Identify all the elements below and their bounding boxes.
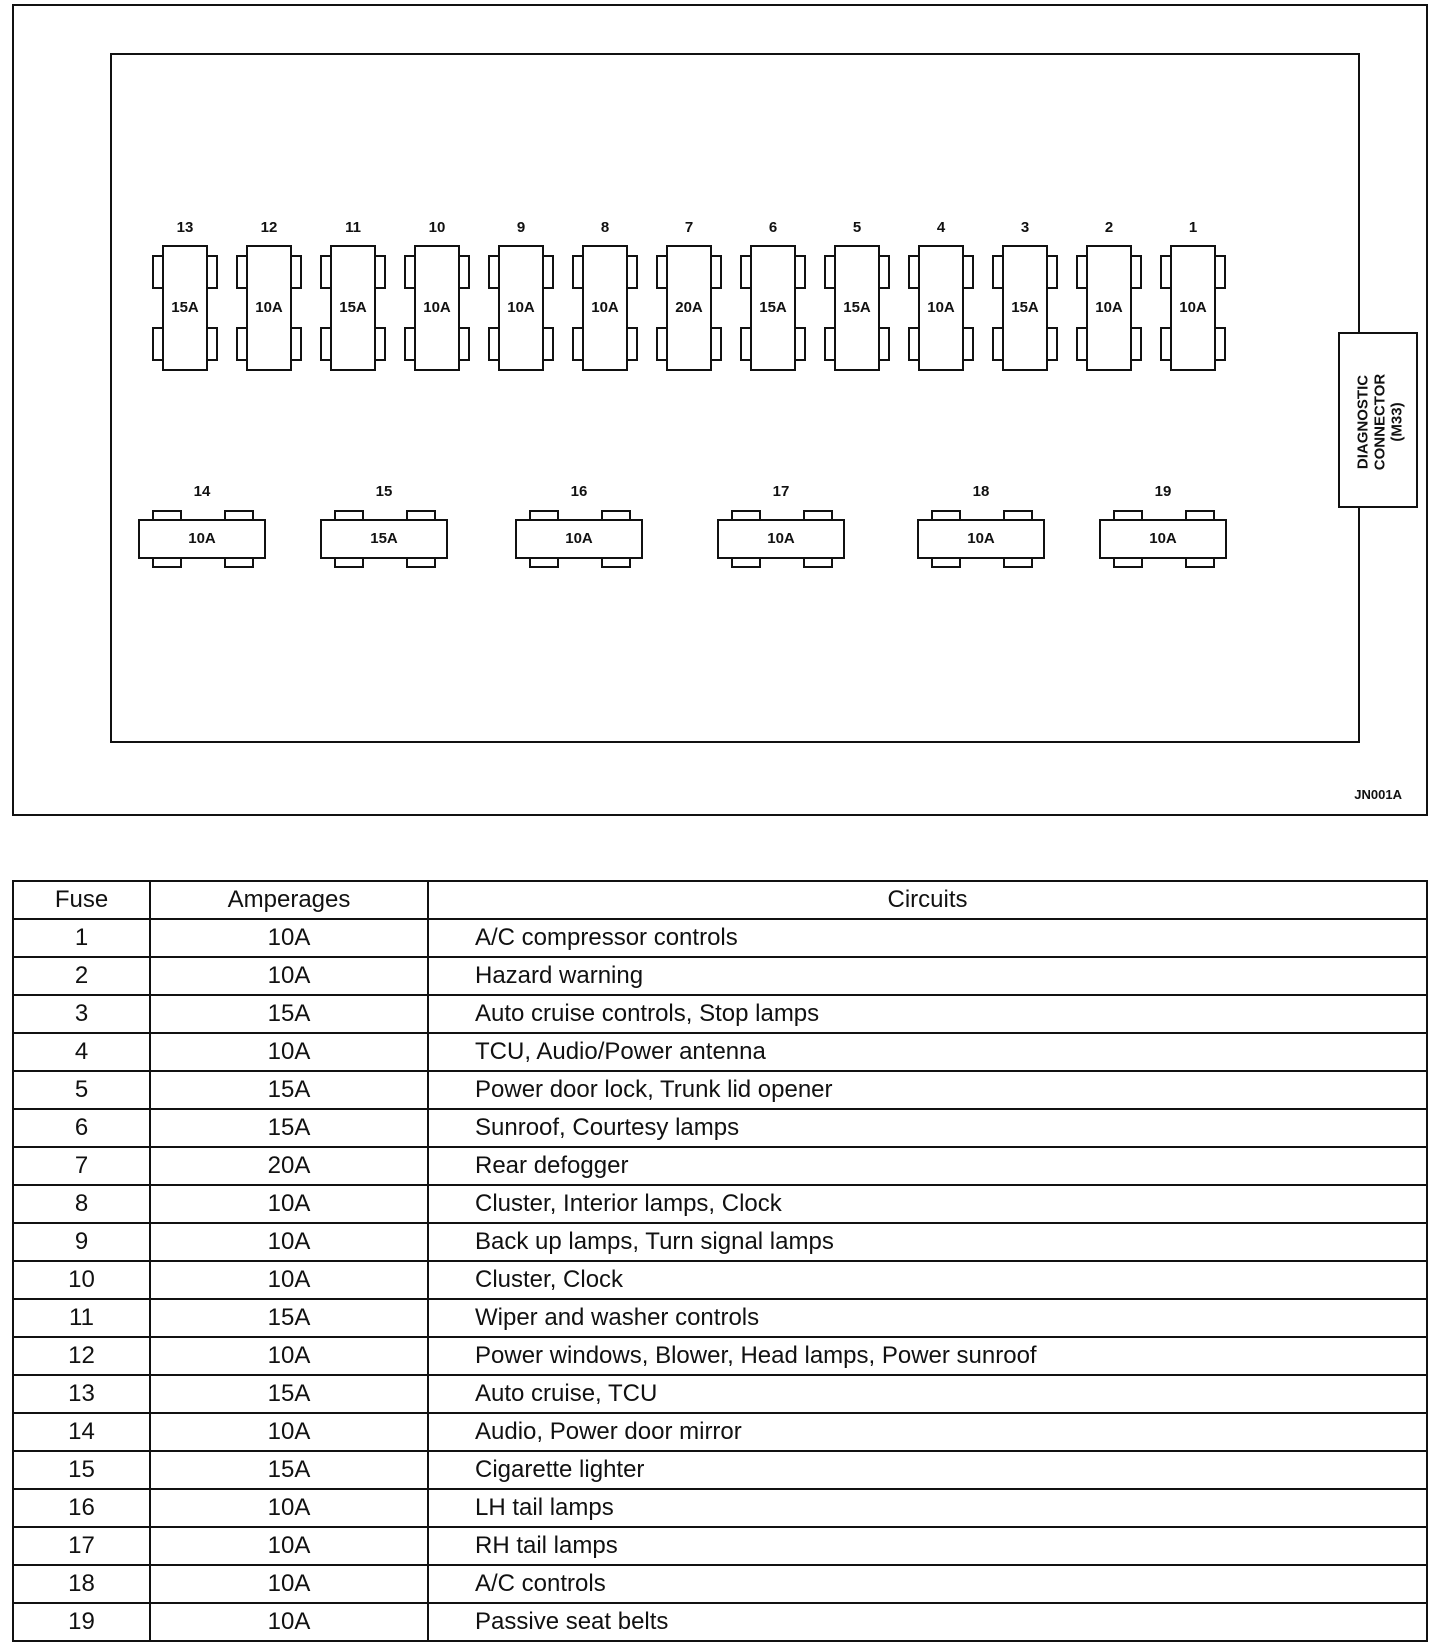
amperage-cell: 10A: [150, 1033, 428, 1071]
circuit-cell: Auto cruise controls, Stop lamps: [428, 995, 1427, 1033]
amperage-cell: 15A: [150, 1109, 428, 1147]
fuse-amp-label: 10A: [1095, 299, 1123, 316]
circuit-cell: Cigarette lighter: [428, 1451, 1427, 1489]
fuse-4: [908, 245, 974, 371]
fuse-amp-label: 15A: [171, 299, 199, 316]
header-circuits: Circuits: [428, 881, 1427, 919]
fuse-amp-label: 10A: [255, 299, 283, 316]
fuse-number-label: 3: [1020, 219, 1030, 236]
fuse-amp-label: 15A: [759, 299, 787, 316]
table-row: [13, 1375, 1427, 1413]
fuse-amp-label: 10A: [507, 299, 535, 316]
fuse-18: [917, 510, 1045, 568]
fuse-number-label: 5: [852, 219, 862, 236]
fuse-11: [320, 245, 386, 371]
fuse-16: [515, 510, 643, 568]
amperage-cell: 15A: [150, 1299, 428, 1337]
table-header-row: [13, 881, 1427, 919]
fuse-number-cell: 14: [13, 1413, 150, 1451]
amperage-cell: 10A: [150, 1489, 428, 1527]
amperage-cell: 10A: [150, 1185, 428, 1223]
fuse-amp-label: 10A: [591, 299, 619, 316]
fuse-amp-label: 10A: [927, 299, 955, 316]
table-row: [13, 919, 1427, 957]
fuse-number-cell: 18: [13, 1565, 150, 1603]
circuit-cell: Cluster, Clock: [428, 1261, 1427, 1299]
amperage-cell: 15A: [150, 995, 428, 1033]
fuse-3: [992, 245, 1058, 371]
diagnostic-connector-label: [1355, 332, 1406, 512]
amperage-cell: 15A: [150, 1375, 428, 1413]
fuse-number-cell: 15: [13, 1451, 150, 1489]
table-row: [13, 1413, 1427, 1451]
fuse-6: [740, 245, 806, 371]
amperage-cell: 10A: [150, 919, 428, 957]
circuit-cell: LH tail lamps: [428, 1489, 1427, 1527]
fuse-amp-label: 10A: [565, 530, 593, 547]
table-row: [13, 1527, 1427, 1565]
table-row: [13, 1261, 1427, 1299]
fuse-box-outline: [110, 53, 1406, 743]
table-row: [13, 1451, 1427, 1489]
table-row: [13, 1299, 1427, 1337]
fuse-number-label: 16: [570, 483, 588, 500]
fuse-number-label: 10: [428, 219, 446, 236]
circuit-cell: RH tail lamps: [428, 1527, 1427, 1565]
fuse-2: [1076, 245, 1142, 371]
amperage-cell: 10A: [150, 1565, 428, 1603]
amperage-cell: 15A: [150, 1451, 428, 1489]
fuse-number-label: 13: [176, 219, 194, 236]
fuse-9: [488, 245, 554, 371]
circuit-cell: Auto cruise, TCU: [428, 1375, 1427, 1413]
circuit-cell: A/C controls: [428, 1565, 1427, 1603]
amperage-cell: 15A: [150, 1071, 428, 1109]
fuse-amp-label: 10A: [1179, 299, 1207, 316]
fuse-number-label: 19: [1154, 483, 1172, 500]
fuse-amp-label: 20A: [675, 299, 703, 316]
table-row: [13, 1489, 1427, 1527]
table-row: [13, 1147, 1427, 1185]
amperage-cell: 10A: [150, 1603, 428, 1641]
fuse-amp-label: 15A: [370, 530, 398, 547]
circuit-cell: Audio, Power door mirror: [428, 1413, 1427, 1451]
fuse-amp-label: 10A: [423, 299, 451, 316]
fuse-number-label: 1: [1188, 219, 1198, 236]
circuit-cell: Rear defogger: [428, 1147, 1427, 1185]
fuse-12: [236, 245, 302, 371]
fuse-number-label: 6: [768, 219, 778, 236]
fuse-amp-label: 10A: [1149, 530, 1177, 547]
amperage-cell: 20A: [150, 1147, 428, 1185]
circuit-cell: Back up lamps, Turn signal lamps: [428, 1223, 1427, 1261]
fuse-amp-label: 10A: [188, 530, 216, 547]
table-row: [13, 1337, 1427, 1375]
fuse-17: [717, 510, 845, 568]
table-row: [13, 1071, 1427, 1109]
header-amperages: Amperages: [150, 881, 428, 919]
figure-reference-code: JN001A: [1354, 787, 1402, 802]
fuse-number-cell: 8: [13, 1185, 150, 1223]
amperage-cell: 10A: [150, 957, 428, 995]
circuit-cell: A/C compressor controls: [428, 919, 1427, 957]
circuit-cell: Hazard warning: [428, 957, 1427, 995]
fuse-7: [656, 245, 722, 371]
circuit-cell: Passive seat belts: [428, 1603, 1427, 1641]
fuse-number-cell: 16: [13, 1489, 150, 1527]
connector-line-1: DIAGNOSTIC: [1354, 374, 1372, 470]
fuse-number-cell: 3: [13, 995, 150, 1033]
fuse-number-label: 11: [345, 219, 361, 236]
fuse-19: [1099, 510, 1227, 568]
fuse-number-label: 8: [600, 219, 610, 236]
fuse-table-body: [13, 919, 1427, 1641]
fuse-number-cell: 2: [13, 957, 150, 995]
fuse-1: [1160, 245, 1226, 371]
fuse-8: [572, 245, 638, 371]
fuse-number-cell: 7: [13, 1147, 150, 1185]
fuse-number-cell: 6: [13, 1109, 150, 1147]
circuit-cell: Sunroof, Courtesy lamps: [428, 1109, 1427, 1147]
fuse-15: [320, 510, 448, 568]
circuit-cell: Cluster, Interior lamps, Clock: [428, 1185, 1427, 1223]
diagnostic-connector: [1338, 332, 1418, 508]
fuse-number-label: 2: [1104, 219, 1114, 236]
table-row: [13, 1033, 1427, 1071]
fuse-5: [824, 245, 890, 371]
fuse-number-cell: 13: [13, 1375, 150, 1413]
fuse-number-label: 18: [972, 483, 990, 500]
fuse-amp-label: 15A: [339, 299, 367, 316]
fuse-number-cell: 12: [13, 1337, 150, 1375]
amperage-cell: 10A: [150, 1413, 428, 1451]
fuse-amp-label: 10A: [767, 530, 795, 547]
fuse-number-label: 12: [260, 219, 278, 236]
connector-line-3: (M33): [1388, 402, 1406, 442]
fuse-amp-label: 15A: [1011, 299, 1039, 316]
fuse-amp-label: 15A: [843, 299, 871, 316]
connector-line-2: CONNECTOR: [1371, 373, 1389, 471]
table-row: [13, 1565, 1427, 1603]
fuse-number-cell: 17: [13, 1527, 150, 1565]
fuse-number-label: 9: [516, 219, 526, 236]
fuse-number-cell: 9: [13, 1223, 150, 1261]
fuse-number-label: 17: [772, 483, 790, 500]
fuse-amp-label: 10A: [967, 530, 995, 547]
fuse-number-cell: 1: [13, 919, 150, 957]
header-fuse: Fuse: [13, 881, 150, 919]
table-row: [13, 1185, 1427, 1223]
circuit-cell: Wiper and washer controls: [428, 1299, 1427, 1337]
fuse-number-label: 4: [936, 219, 946, 236]
fuse-number-label: 7: [684, 219, 694, 236]
fuse-13: [152, 245, 218, 371]
fuse-10: [404, 245, 470, 371]
amperage-cell: 10A: [150, 1527, 428, 1565]
fuse-number-cell: 10: [13, 1261, 150, 1299]
table-row: [13, 957, 1427, 995]
circuit-cell: Power windows, Blower, Head lamps, Power sunroof: [428, 1337, 1427, 1375]
fuse-box-diagram: [12, 4, 1428, 816]
amperage-cell: 10A: [150, 1337, 428, 1375]
table-row: [13, 1109, 1427, 1147]
amperage-cell: 10A: [150, 1261, 428, 1299]
table-row: [13, 995, 1427, 1033]
circuit-cell: TCU, Audio/Power antenna: [428, 1033, 1427, 1071]
table-row: [13, 1223, 1427, 1261]
fuse-number-label: 14: [193, 483, 211, 500]
fuse-number-cell: 11: [13, 1299, 150, 1337]
fuse-table: [12, 880, 1428, 1642]
amperage-cell: 10A: [150, 1223, 428, 1261]
fuse-number-cell: 19: [13, 1603, 150, 1641]
table-row: [13, 1603, 1427, 1641]
fuse-14: [138, 510, 266, 568]
fuse-number-label: 15: [375, 483, 393, 500]
fuse-number-cell: 4: [13, 1033, 150, 1071]
circuit-cell: Power door lock, Trunk lid opener: [428, 1071, 1427, 1109]
fuse-number-cell: 5: [13, 1071, 150, 1109]
